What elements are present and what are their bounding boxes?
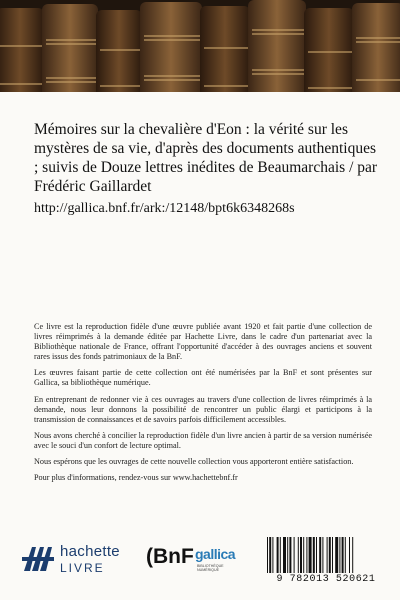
- book-spines-illustration: [0, 0, 400, 100]
- livre-wordmark: LIVRE: [60, 561, 105, 575]
- barcode-bar: [283, 537, 286, 573]
- barcode-bar: [289, 537, 291, 573]
- isbn-barcode: [259, 535, 393, 587]
- barcode-bar: [332, 537, 333, 573]
- paragraph: Nous avons cherché à concilier la reproduction fidèle d'un livre ancien à partir de sa version numérisée avec le souci d'un confort de lecture optimal.: [34, 430, 372, 450]
- bnf-logo: [146, 545, 194, 575]
- book-spines-photo: [0, 0, 400, 100]
- barcode-bar: [329, 537, 331, 573]
- barcode-bar: [313, 537, 315, 573]
- barcode-bar: [269, 537, 271, 573]
- barcode-bar: [277, 537, 279, 573]
- isbn-number: 9 782013 520621: [276, 574, 376, 585]
- hachette-wordmark: hachette: [60, 543, 120, 560]
- gallica-logo: [195, 541, 239, 579]
- book-title: Mémoires sur la chevalière d'Eon : la vérité sur les mystères de sa vie, d'après des documents authentiques ; suivis de Douze lettres inédites de Beaumarchais / par Frédéric Gaillardet: [34, 121, 378, 195]
- description-text: [34, 322, 372, 489]
- barcode-bars-icon: [259, 535, 393, 575]
- barcode-bar: [349, 537, 350, 573]
- barcode-bar: [294, 537, 295, 573]
- paragraph: En entreprenant de redonner vie à ces ouvrages au travers d'une collection de livres réimprimés à la demande, nous leur donnons la possibilité de rencontrer un public élargi et participons à la transmission de connaissances et de savoirs parfois difficilement accessibles.: [34, 394, 372, 424]
- barcode-bar: [327, 537, 328, 573]
- barcode-bar: [272, 537, 273, 573]
- gallica-url[interactable]: http://gallica.bnf.fr/ark:/12148/bpt6k6348268s: [34, 201, 295, 216]
- hachette-mark-icon: [22, 545, 54, 573]
- barcode-bar: [339, 537, 340, 573]
- barcode-bar: [352, 537, 353, 573]
- paragraph: Ce livre est la reproduction fidèle d'une œuvre publiée avant 1920 et fait partie d'une collection de livres réimprimés à la demande éditée par Hachette Livre, dans le cadre d'un partenariat avec la Bibliothèque nationale de France, offrant l'opportunité d'accéder à des ouvrages anciens et souvent rares issus des fonds patrimoniaux de la BnF.: [34, 322, 372, 362]
- barcode-bar: [335, 537, 338, 573]
- barcode-bar: [316, 537, 317, 573]
- barcode-bar: [345, 537, 346, 573]
- barcode-bar: [267, 537, 268, 573]
- barcode-bar: [287, 537, 288, 573]
- barcode-bar: [303, 537, 304, 573]
- barcode-bar: [280, 537, 281, 573]
- barcode-bar: [300, 537, 302, 573]
- publisher-logos: [22, 535, 382, 585]
- barcode-bar: [309, 537, 312, 573]
- paragraph: Pour plus d'informations, rendez-vous sur www.hachettebnf.fr: [34, 473, 238, 483]
- barcode-bar: [342, 537, 344, 573]
- barcode-bar: [322, 537, 323, 573]
- barcode-bar: [319, 537, 321, 573]
- hachette-livre-logo: [22, 543, 142, 579]
- paragraph: Nous espérons que les ouvrages de cette nouvelle collection vous apporteront entière satisfaction.: [34, 457, 354, 467]
- barcode-bar: [298, 537, 299, 573]
- barcode-bar: [306, 537, 307, 573]
- gallica-tagline: BIBLIOTHÈQUE NUMÉRIQUE: [197, 564, 224, 572]
- gallica-wordmark: gallica: [195, 546, 236, 562]
- bnf-wordmark: (BnF: [146, 545, 194, 568]
- paragraph: Les œuvres faisant partie de cette collection ont été numérisées par la BnF et sont présentes sur Gallica, sa bibliothèque numérique.: [34, 368, 372, 388]
